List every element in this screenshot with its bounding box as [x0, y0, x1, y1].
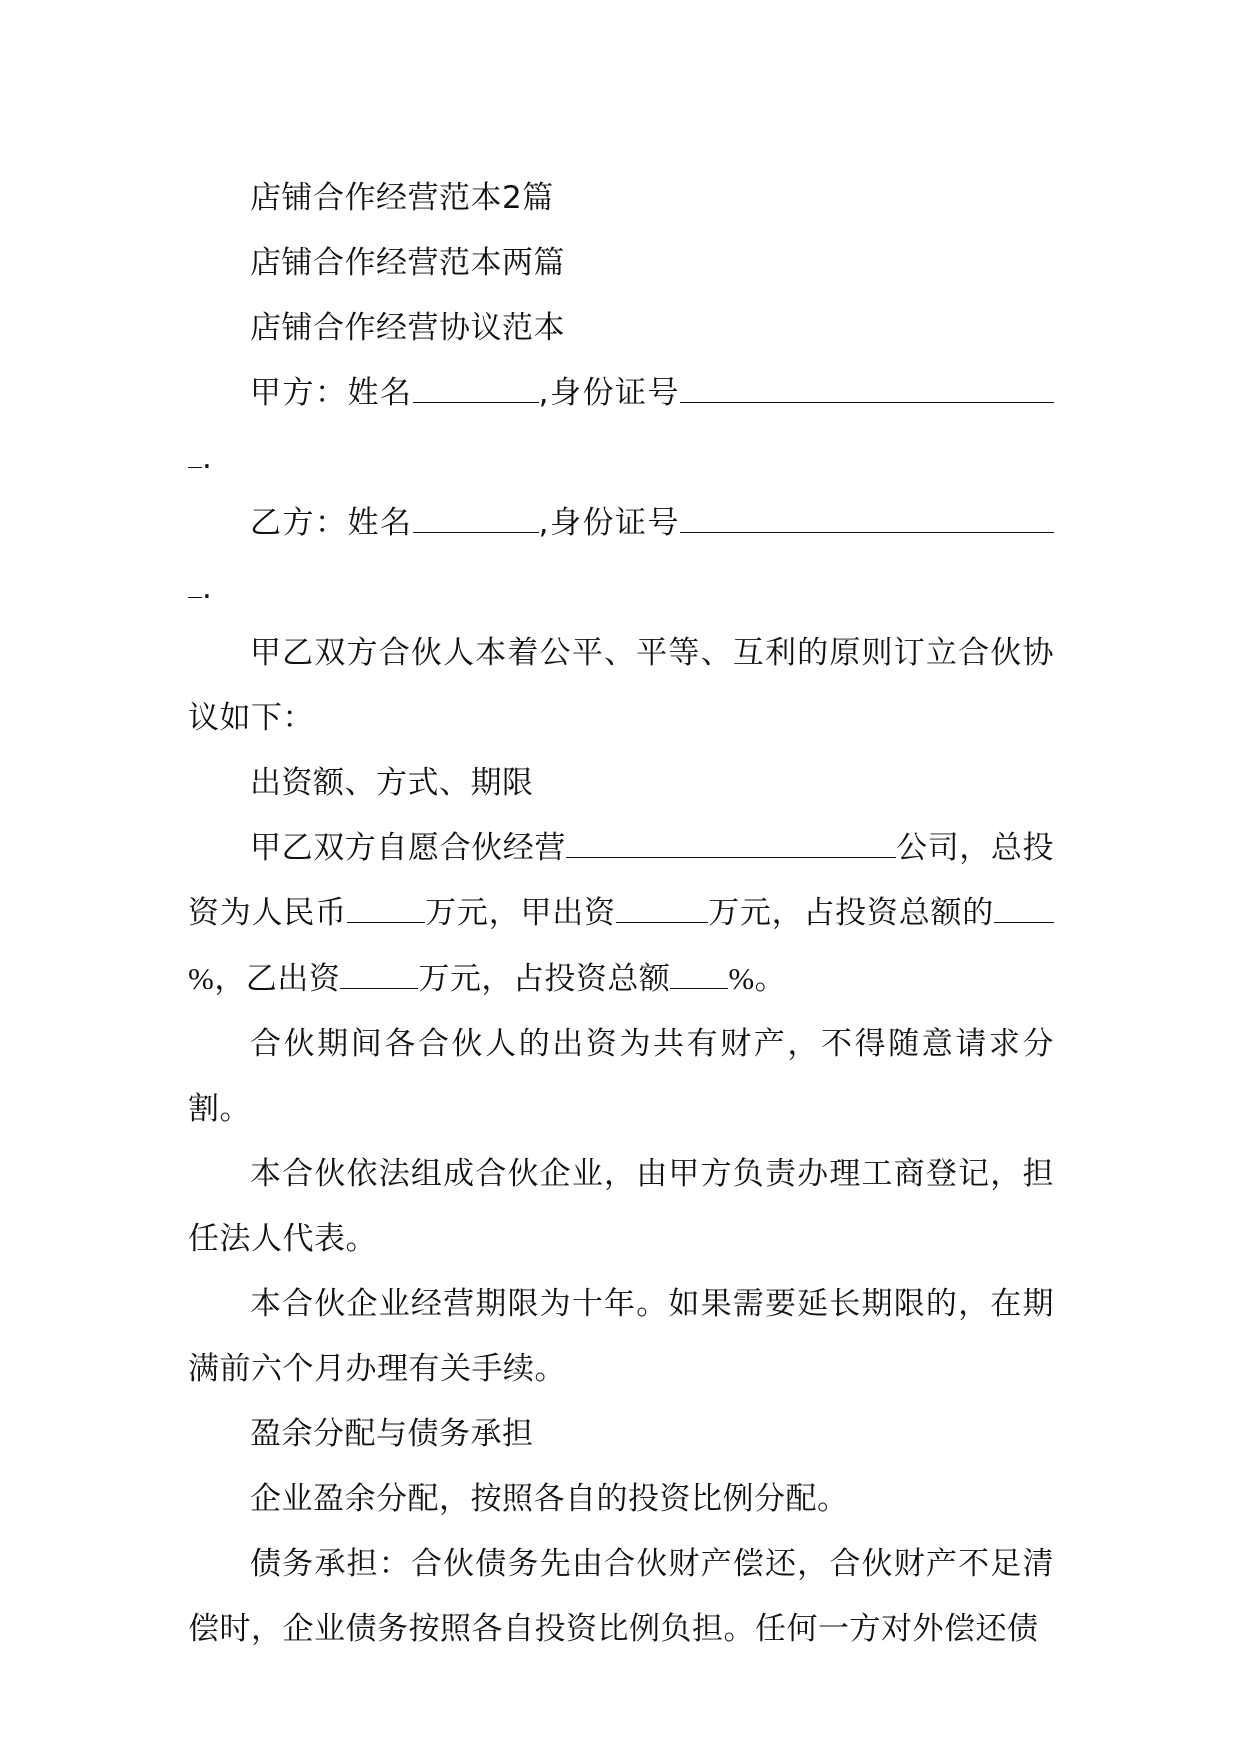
party-b-line	[188, 491, 1054, 621]
company-name-blank	[566, 829, 896, 858]
term-paragraph: 本合伙企业经营期限为十年。如果需要延长期限的，在期满前六个月办理有关手续。	[188, 1286, 1054, 1387]
party-a-name-blank	[413, 374, 539, 403]
investment-part-7: %。	[728, 961, 787, 996]
party-b-id-blank	[680, 504, 1054, 533]
investment-part-4: 万元，占投资总额的	[707, 895, 995, 931]
party-b-end: .	[202, 570, 213, 606]
party-b-percent-blank	[670, 960, 728, 989]
party-b-label: 乙方：姓名	[250, 505, 413, 541]
intro-paragraph: 甲乙双方合伙人本着公平、平等、互利的原则订立合伙协议如下：	[188, 635, 1054, 736]
section2-heading: 盈余分配与债务承担	[250, 1416, 534, 1452]
investment-part-6: 万元，占投资总额	[418, 961, 671, 997]
investment-paragraph	[188, 816, 1054, 1012]
title-line-1: 店铺合作经营范本2篇	[250, 180, 554, 216]
profit-paragraph: 企业盈余分配，按照各自的投资比例分配。	[250, 1481, 849, 1517]
total-investment-blank	[347, 894, 425, 923]
party-a-id-blank	[680, 374, 1054, 403]
title-line-3: 店铺合作经营协议范本	[250, 310, 565, 346]
party-a-line	[188, 361, 1054, 491]
investment-part-3: 万元，甲出资	[424, 895, 616, 931]
party-a-id-label: ,身份证号	[538, 375, 681, 411]
document-body	[188, 166, 1054, 1662]
party-b-id-label: ,身份证号	[538, 505, 681, 541]
party-b-amount-blank	[340, 960, 418, 989]
party-a-percent-blank	[994, 894, 1054, 923]
debt-paragraph: 债务承担：合伙债务先由合伙财产偿还，合伙财产不足清偿时，企业债务按照各自投资比例负担。任何一方对外偿还债	[188, 1546, 1054, 1647]
investment-part-1: 甲乙双方自愿合伙经营	[250, 830, 566, 866]
title-line-2: 店铺合作经营范本两篇	[250, 245, 565, 281]
party-a-label: 甲方：姓名	[250, 375, 413, 411]
investment-part-5: %，乙出资	[188, 961, 341, 996]
party-a-end: .	[202, 440, 213, 476]
party-a-id-blank-tail	[188, 439, 202, 468]
party-a-amount-blank	[616, 894, 708, 923]
investment-part-2: 公司，总投资为人民币	[188, 830, 1054, 931]
registration-paragraph: 本合伙依法组成合伙企业，由甲方负责办理工商登记，担任法人代表。	[188, 1156, 1054, 1257]
party-b-name-blank	[413, 504, 539, 533]
common-property-paragraph: 合伙期间各合伙人的出资为共有财产，不得随意请求分割。	[188, 1026, 1054, 1127]
section1-heading: 出资额、方式、期限	[250, 765, 534, 801]
party-b-id-blank-tail	[188, 569, 202, 598]
